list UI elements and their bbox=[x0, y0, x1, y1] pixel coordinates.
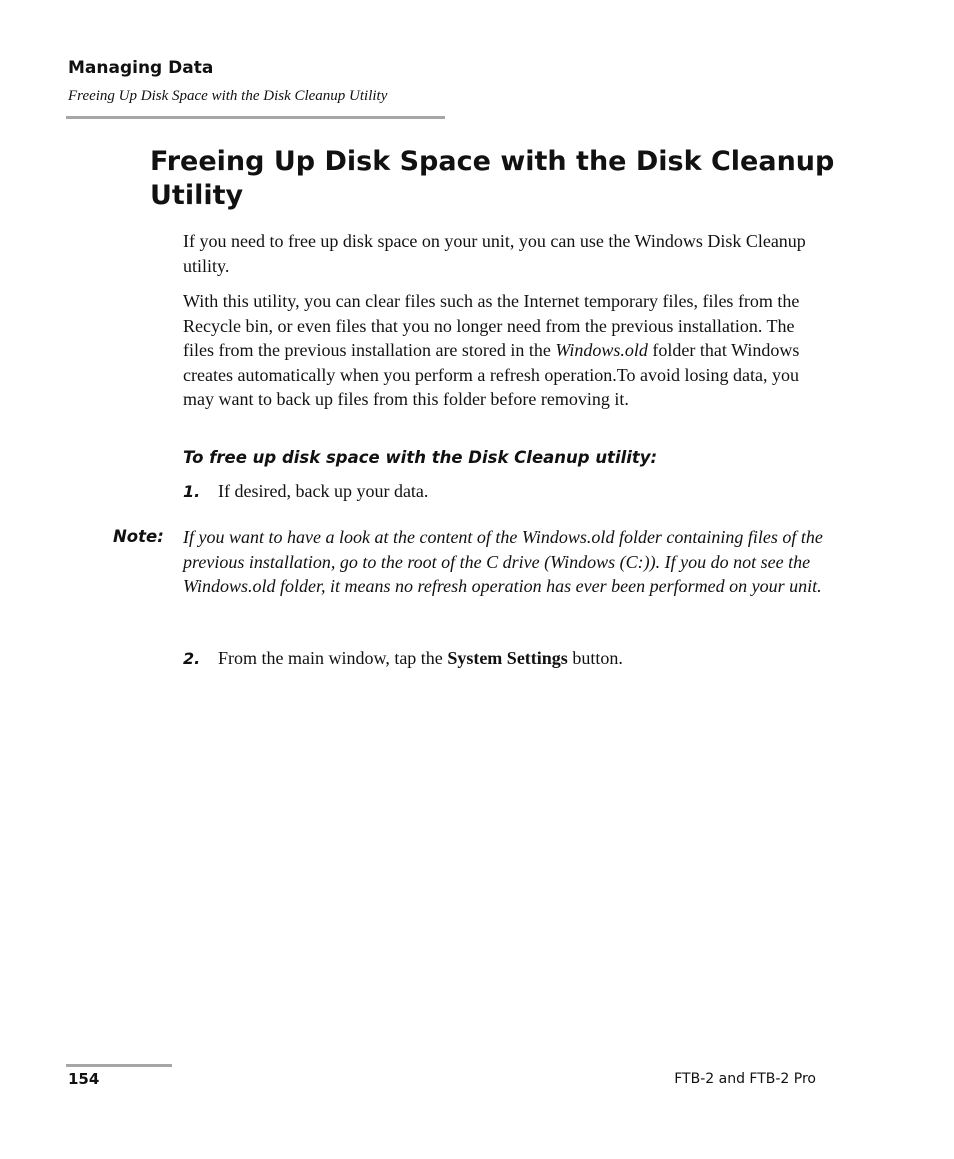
step-1-number: 1. bbox=[183, 482, 201, 501]
footer-rule bbox=[66, 1064, 172, 1067]
step-2-text bbox=[218, 646, 623, 671]
page-number: 154 bbox=[68, 1070, 100, 1088]
intro-paragraph: If you need to free up disk space on your unit, you can use the Windows Disk Cleanup utility. bbox=[183, 231, 806, 276]
running-header-section: Managing Data bbox=[68, 58, 214, 78]
procedure-title: To free up disk space with the Disk Cleanup utility: bbox=[183, 448, 658, 467]
product-name: FTB-2 and FTB-2 Pro bbox=[674, 1071, 816, 1087]
step-2-text-after: button. bbox=[567, 648, 623, 668]
running-header-subsection: Freeing Up Disk Space with the Disk Cleanup Utility bbox=[68, 88, 388, 104]
step-2-number: 2. bbox=[183, 649, 201, 668]
system-settings-button-name: System Settings bbox=[447, 648, 568, 668]
details-paragraph bbox=[183, 289, 823, 412]
step-1-text: If desired, back up your data. bbox=[218, 481, 429, 501]
step-2-text-before: From the main window, tap the bbox=[218, 648, 448, 668]
page-title: Freeing Up Disk Space with the Disk Cleanup Utility bbox=[150, 146, 835, 211]
header-rule bbox=[66, 116, 445, 119]
details-text-part2: folder that Windows creates automatically when you perform a refresh operation.To avoid losing data, you may want to back up files from this folder before removing it. bbox=[183, 340, 800, 409]
windows-old-folder-name: Windows.old bbox=[555, 340, 648, 360]
note-label: Note: bbox=[113, 527, 164, 546]
note-text: If you want to have a look at the content of the Windows.old folder containing files of the previous installation, go to the root of the C drive (Windows (C:)). If you do not see the Windows.old folder, it means no refresh operation has ever been performed on your unit. bbox=[183, 527, 823, 596]
details-text-part1: With this utility, you can clear files such as the Internet temporary files, files from the Recycle bin, or even files that you no longer need from the previous installation. The files from the previous installation are stored in the bbox=[183, 291, 800, 360]
